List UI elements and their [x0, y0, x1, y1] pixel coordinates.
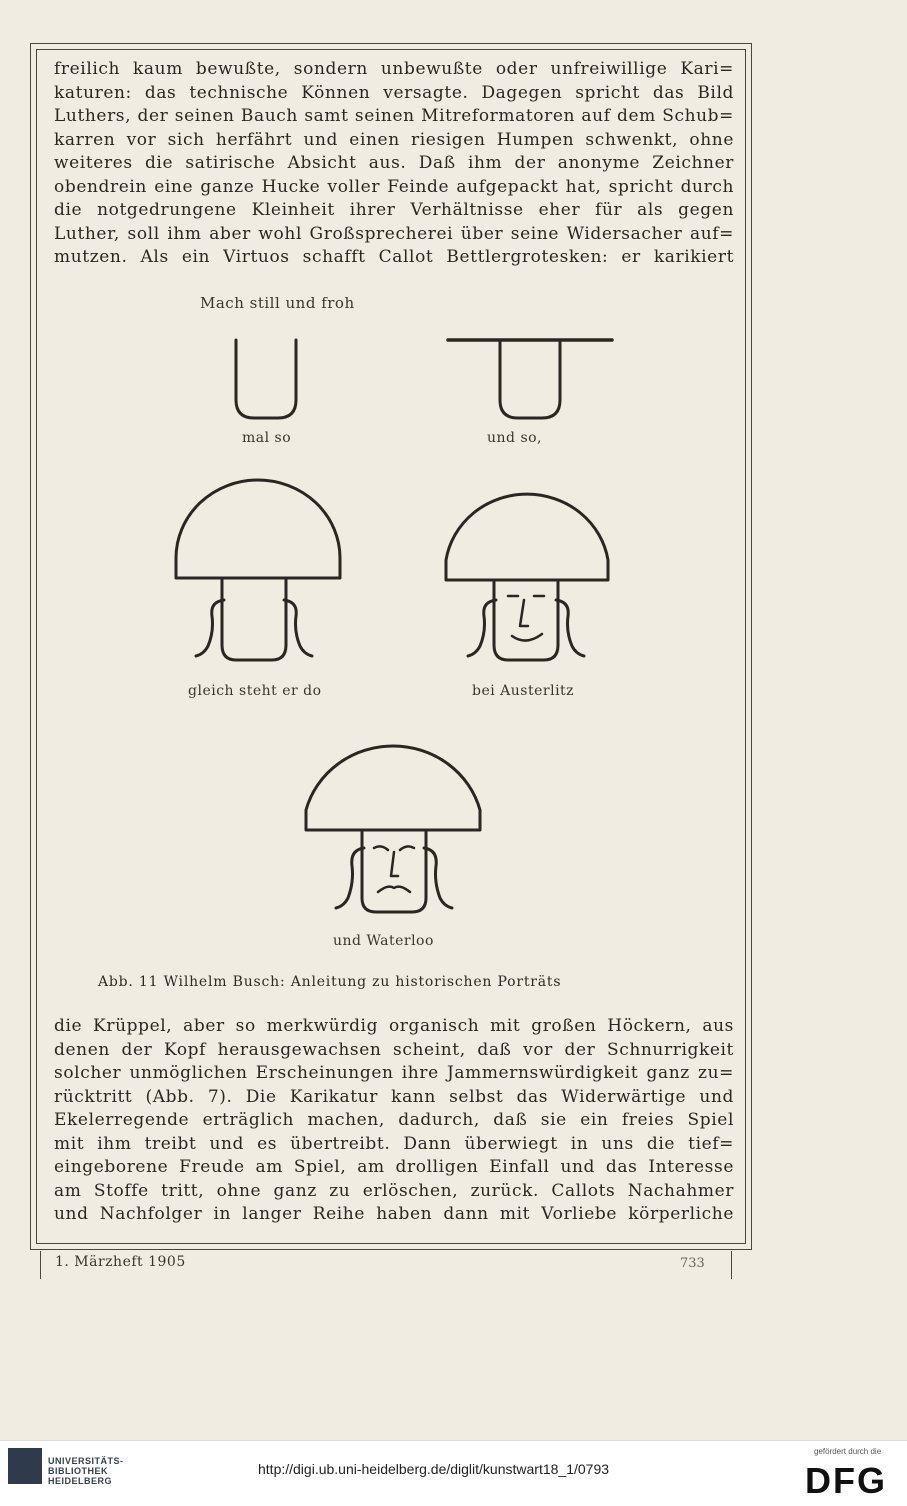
library-name-line: HEIDELBERG — [48, 1476, 113, 1486]
library-name[interactable] — [48, 1456, 124, 1486]
text-line: am Stoffe tritt, ohne ganz zu erlöschen, zurück. Callots Nachahmer — [54, 1180, 734, 1201]
text-line: die Krüppel, aber so merkwürdig organisch mit großen Höckern, aus — [54, 1016, 734, 1036]
library-logo-icon[interactable] — [8, 1448, 42, 1484]
text-line: mit ihm treibt und es übertreibt. Dann überwiegt in uns die tief= — [54, 1133, 734, 1154]
text-line: denen der Kopf herausgewachsen scheint, daß vor der Schnurrigkeit — [54, 1039, 734, 1060]
footer-issue: 1. Märzheft 1905 — [55, 1254, 186, 1270]
drawing-hair-right-2 — [556, 600, 584, 656]
text-line: obendrein eine ganze Hucke voller Feinde aufgepackt hat, spricht durch — [54, 176, 734, 197]
text-line: die notgedrungene Kleinheit ihrer Verhältnisse eher für als gegen — [54, 200, 734, 220]
drawing-dome-hat-1 — [176, 480, 340, 578]
figure-label-waterloo: und Waterloo — [333, 933, 434, 949]
drawing-moustache-3 — [378, 887, 410, 892]
drawing-dome-hat-2 — [446, 494, 608, 580]
figure-label-mal-so: mal so — [242, 430, 292, 446]
drawing-u-with-brim — [500, 340, 560, 418]
text-line: Luther, soll ihm aber wohl Großsprecherei über seine Widersacher auf= — [54, 223, 734, 244]
text-line: rücktritt (Abb. 7). Die Karikatur kann selbst das Widerwärtige und — [54, 1086, 734, 1107]
drawing-mouth-2 — [512, 634, 542, 641]
dfg-logo[interactable]: DFG — [805, 1460, 887, 1501]
drawing-u-shape — [236, 340, 296, 418]
drawing-head-3 — [362, 832, 426, 912]
text-line: mutzen. Als ein Virtuos schafft Callot Bettlergrotesken: er karikiert — [54, 247, 734, 267]
drawing-hair-left-2 — [468, 600, 496, 656]
permalink-url[interactable]: http://digi.ub.uni-heidelberg.de/diglit/kunstwart18_1/0793 — [258, 1461, 610, 1477]
funding-note: gefördert durch die — [814, 1447, 882, 1456]
text-line: weiteres die satirische Absicht aus. Daß ihm der anonyme Zeichner — [54, 153, 734, 173]
drawing-hair-left-3 — [336, 848, 364, 908]
figure-caption: Abb. 11 Wilhelm Busch: Anleitung zu historischen Porträts — [98, 974, 562, 990]
drawing-hair-left-1 — [196, 600, 224, 656]
drawing-hair-right-3 — [424, 848, 452, 908]
library-name-line: UNIVERSITÄTS- — [48, 1456, 124, 1466]
text-line: karren vor sich herfährt und einen riesigen Humpen schwenkt, ohne — [54, 129, 734, 150]
text-line: freilich kaum bewußte, sondern unbewußte oder unfreiwillige Kari= — [54, 59, 734, 79]
drawing-hair-right-1 — [284, 600, 312, 656]
text-line: katuren: das technische Können versagte. Dagegen spricht das Bild — [54, 82, 734, 103]
library-name-line: BIBLIOTHEK — [48, 1466, 108, 1476]
drawing-head-2 — [494, 582, 558, 660]
text-line: solcher unmöglichen Erscheinungen ihre Jammernswürdigkeit ganz zu= — [54, 1063, 734, 1083]
drawing-eyes-3 — [374, 846, 414, 850]
figure-label-und-so: und so, — [487, 430, 543, 446]
drawing-dome-hat-3 — [306, 746, 480, 830]
text-line: und Nachfolger in langer Reihe haben dann mit Vorliebe körperliche — [54, 1204, 734, 1224]
figure-heading: Mach still und froh — [200, 294, 355, 312]
text-line: Ekelerregende erträglich machen, dadurch, daß sie ein freies Spiel — [54, 1110, 734, 1130]
figure-label-gleich: gleich steht er do — [188, 683, 322, 699]
text-line: eingeborene Freude am Spiel, am drolligen Einfall und das Interesse — [54, 1157, 734, 1177]
drawing-nose-3 — [391, 852, 398, 876]
drawing-head-1 — [222, 580, 286, 660]
bottom-paragraph — [54, 1015, 734, 1227]
figure-label-austerlitz: bei Austerlitz — [472, 683, 575, 699]
text-line: Luthers, der seinen Bauch samt seinen Mitreformatoren auf dem Schub= — [54, 106, 734, 126]
drawing-nose-2 — [520, 600, 528, 626]
footer-page-number: 733 — [680, 1256, 705, 1271]
